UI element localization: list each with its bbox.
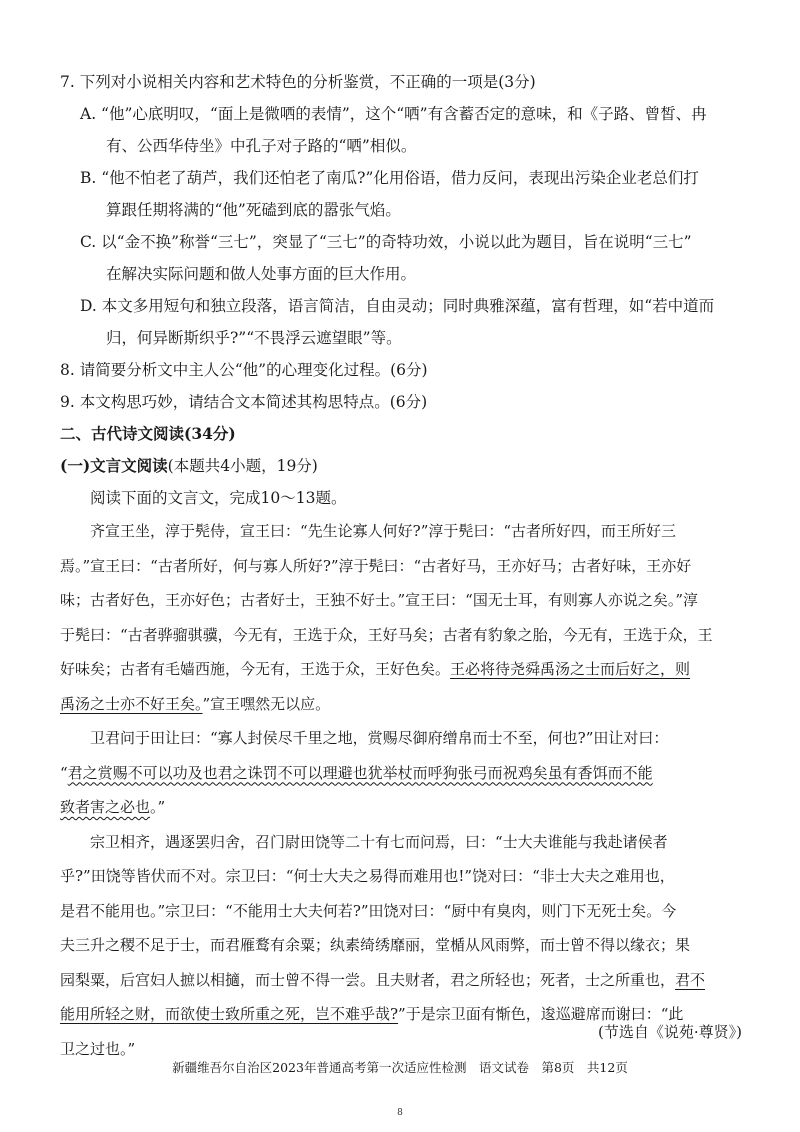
passage-3-line7: 卫之过也。” [60, 1039, 136, 1058]
passage-2-line1: 卫君问于田让曰：“寡人封侯尽千里之地，赏赐尽御府缯帛而士不至，何也?”田让对曰： [90, 729, 669, 747]
passage-2-close-quote: 。” [150, 798, 166, 816]
passage-3-line2: 乎?”田饶等皆伏而不对。宗卫曰：“何士大夫之易得而难用也!”饶对曰：“非士大夫之难用也， [60, 867, 675, 885]
passage-1-line6-text: ”宣王嘿然无以应。 [202, 694, 331, 713]
page-footer: 新疆维吾尔自治区2023年普通高考第一次适应性检测 语文试卷 第8页 共12页 [172, 1060, 628, 1075]
passage-3-line3: 是君不能用也。”宗卫曰：“不能用士大夫何若?”田饶对曰：“厨中有臭肉，则门下无死士矣。今 [60, 901, 677, 920]
q7-option-a-line1: A. “他”心底明叹，“面上是微哂的表情”，这个“哂”有含蓄否定的意味，和《子路、曾皙、冉 [80, 105, 707, 123]
q7-stem: 7. 下列对小说相关内容和艺术特色的分析鉴赏，不正确的一项是(3分) [60, 73, 536, 91]
q7-option-c-line2: 在解决实际问题和做人处事方面的巨大作用。 [106, 265, 417, 283]
passage-3-line5 [60, 963, 720, 998]
subsection-1-note: (本题共4小题，19分) [167, 457, 318, 475]
passage-2-line3 [60, 790, 720, 825]
wavy-underlined-sentence-b: 致者害之必也 [60, 798, 151, 816]
passage-2-open-quote: “ [60, 763, 68, 782]
q7-option-d-line2: 归，何异断斯织乎?”“不畏浮云遮望眼”等。 [106, 329, 402, 347]
underlined-sentence-1b: 禹汤之士亦不好王矣。 [60, 694, 203, 713]
q7-option-a-line2: 有、公西华侍坐》中孔子对子路的“哂”相似。 [106, 137, 417, 155]
passage-3-line1: 宗卫相齐，遇逐罢归舍，召门尉田饶等二十有七而问焉，曰：“士大夫谁能与我赴诸侯者 [90, 832, 668, 851]
subsection-1-heading [60, 450, 720, 482]
passage-1-line3: 味；古者好色，王亦好色；古者好士，王独不好士。”宣王曰：“国无士耳，有则寡人亦说之矣。”淳 [60, 591, 699, 609]
underlined-sentence-2b: 能用所轻之财，而欲使士致所重之死，岂不难乎哉? [60, 1005, 399, 1023]
q7-option-c-line1: C. 以“金不换”称誉“三七”，突显了“三七”的奇特功效，小说以此为题目，旨在说明“三七” [80, 233, 692, 251]
passage-3-line4: 夫三升之稷不足于士，而君雁鹜有余粟；纨素绮绣靡丽，堂楯从风雨弊，而士曾不得以缘衣；果 [60, 936, 691, 954]
passage-3-line5-text: 园梨粟，后宫妇人摭以相擿，而士曾不得一尝。且夫财者，君之所轻也；死者，士之所重也， [60, 970, 676, 989]
classical-passage [60, 514, 720, 1066]
passage-1-line6 [60, 687, 720, 722]
underlined-sentence-1a: 王必将待尧舜禹汤之士而后好之，则 [450, 660, 691, 678]
section-2-heading: 二、古代诗文阅读(34分) [60, 424, 236, 443]
passage-1-line2: 焉。”宣王曰：“古者所好，何与寡人所好?”淳于髡曰：“古者好马，王亦好马；古者好味，王亦好 [60, 556, 692, 575]
underlined-sentence-2a: 君不 [675, 970, 706, 989]
page-number: 8 [397, 1108, 403, 1118]
q7-option-b-line1: B. “他不怕老了葫芦，我们还怕老了南瓜?”化用俗语，借力反问，表现出污染企业老总们打 [80, 169, 699, 187]
passage-1-line4: 于髡曰：“古者骅骝骐骥，今无有，王选于众，王好马矣；古者有豹象之胎，今无有，王选于众，王 [60, 625, 713, 644]
reading-instruction: 阅读下面的文言文，完成10～13题。 [90, 489, 347, 507]
q7-option-d-line1: D. 本文多用短句和独立段落，语言简洁，自由灵动；同时典雅深蕴，富有哲理，如“若中道而 [80, 297, 715, 315]
subsection-1-title: (一)文言文阅读 [60, 456, 168, 475]
wavy-underlined-sentence-a: 君之赏赐不可以功及也君之诛罚不可以理避也犹举杖而呼狗张弓而祝鸡矣虽有香饵而不能 [67, 763, 653, 782]
q9: 9. 本文构思巧妙，请结合文本简述其构思特点。(6分) [60, 393, 428, 411]
q8: 8. 请简要分析文中主人公“他”的心理变化过程。(6分) [60, 361, 428, 379]
passage-2-line2 [60, 756, 720, 791]
passage-1-line5-text: 好味矣；古者有毛嫱西施，今无有，王选于众，王好色矣。 [60, 660, 451, 678]
passage-3-line6-text: ”于是宗卫面有惭色，逡巡避席而谢曰：“此 [398, 1005, 684, 1023]
passage-1-line5 [60, 652, 720, 687]
exam-page [60, 66, 720, 1066]
passage-1-line1: 齐宣王坐，淳于髡侍，宣王曰：“先生论寡人何好?”淳于髡曰：“古者所好四，而王所好三 [90, 522, 677, 540]
passage-source: (节选自《说苑·尊贤》) [598, 1023, 742, 1041]
q7-option-b-line2: 算跟任期将满的“他”死磕到底的嚣张气焰。 [106, 201, 401, 219]
